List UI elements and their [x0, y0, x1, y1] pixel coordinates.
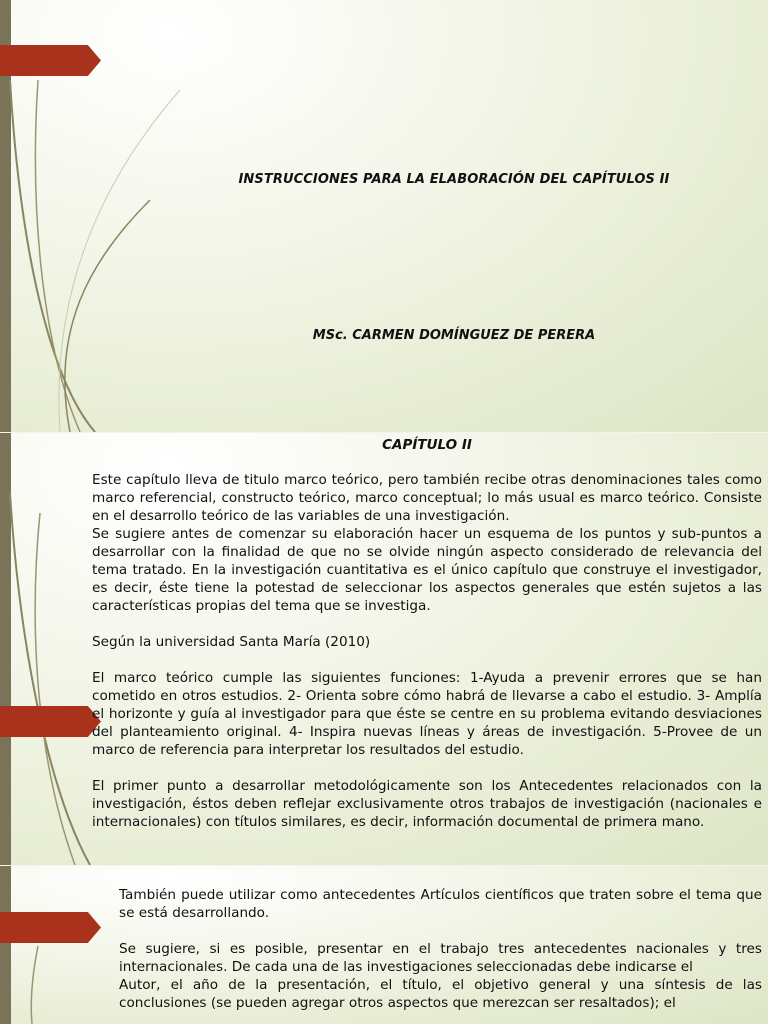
paragraph: El marco teórico cumple las siguientes funciones: 1-Ayuda a prevenir errores que se han cometido en otros estudios. 2- Orienta sobre cómo habrá de llevarse a cabo el estudio. 3- Amplía el horizonte y guía al investigador para que éste se centre en su problema evitando desviaciones del planteamiento original. 4- Inspira nuevas líneas y áreas de investigación. 5-Provee de un marco de referencia para interpretar los resultados del estudio.	[92, 670, 762, 758]
paragraph: Se sugiere, si es posible, presentar en el trabajo tres antecedentes nacionales y tres internacionales. De cada una de las investigaciones seleccionadas debe indicarse el	[119, 941, 762, 975]
antecedentes-body	[119, 886, 762, 1012]
paragraph: Según la universidad Santa María (2010)	[92, 634, 371, 650]
title-slide	[0, 0, 768, 432]
red-tab-marker	[0, 706, 101, 737]
paragraph: Autor, el año de la presentación, el título, el objetivo general y una síntesis de las conclusiones (se pueden agregar otros aspectos que merezcan ser resaltados); el	[119, 977, 762, 1011]
document-title: INSTRUCCIONES PARA LA ELABORACIÓN DEL CAPÍTULOS II	[238, 172, 670, 187]
red-tab-marker	[0, 45, 101, 76]
paragraph: Se sugiere antes de comenzar su elaboración hacer un esquema de los puntos y sub-puntos a desarrollar con la finalidad de que no se olvide ningún aspecto considerado de relevancia del tema tratado. En la investigación cuantitativa es el único capítulo que construye el investigador, es decir, éste tiene la potestad de seleccionar los aspectos generales que estén sujetos a las características propias del tema que se investiga.	[92, 526, 762, 614]
antecedentes-slide	[0, 866, 768, 1024]
paragraph: Este capítulo lleva de titulo marco teórico, pero también recibe otras denominaciones tales como marco referencial, constructo teórico, marco conceptual; lo más usual es marco teórico. Consiste en el desarrollo teórico de las variables de una investigación.	[92, 472, 762, 524]
chapter-slide	[0, 433, 768, 865]
red-tab-marker	[0, 912, 101, 943]
paragraph: También puede utilizar como antecedentes Artículos científicos que traten sobre el tema que se está desarrollando.	[119, 887, 762, 921]
chapter-body	[92, 471, 762, 831]
paragraph: El primer punto a desarrollar metodológicamente son los Antecedentes relacionados con la investigación, éstos deben reflejar exclusivamente otros trabajos de investigación (nacionales e internacionales) con títulos similares, es decir, información documental de primera mano.	[92, 778, 762, 830]
chapter-heading: CAPÍTULO II	[382, 437, 472, 453]
author-name: MSc. CARMEN DOMÍNGUEZ DE PERERA	[312, 328, 596, 343]
